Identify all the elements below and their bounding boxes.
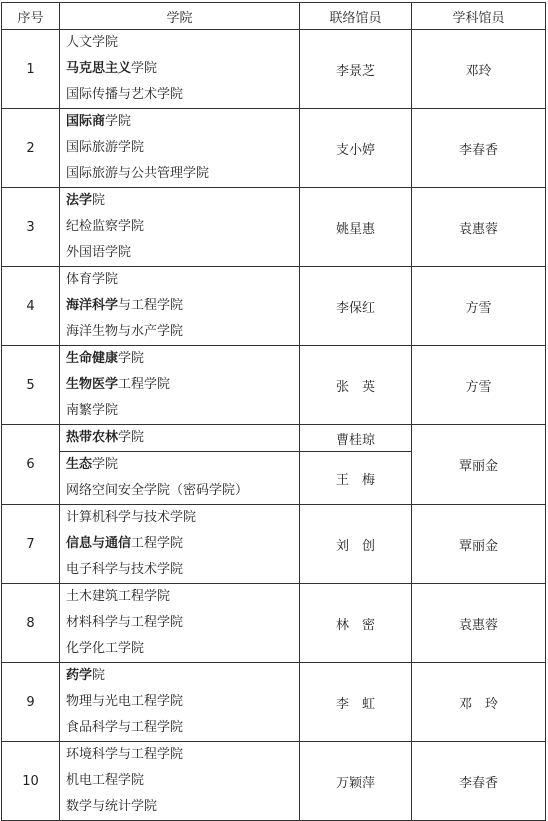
college-name [66, 452, 299, 478]
subject-librarian: 覃丽金 [412, 505, 546, 584]
college-name [66, 188, 299, 214]
liaison-librarian: 张 英 [300, 346, 412, 425]
college-name-text: 化学化工学院 [66, 641, 145, 656]
college-list [60, 188, 300, 267]
subject-librarian: 李春香 [412, 742, 546, 821]
college-name [66, 135, 299, 161]
librarian-table [1, 2, 546, 821]
table-row [2, 584, 546, 663]
liaison-librarian: 曹桂琼 [300, 425, 412, 452]
college-name-text: 海洋生物与水产学院 [66, 324, 184, 339]
college-name-text: 数学与统计学院 [66, 799, 158, 814]
college-name-emphasis: 生物医学 [66, 377, 119, 392]
college-name [66, 557, 299, 583]
college-name-text: 土木建筑工程学院 [66, 589, 171, 604]
college-name [66, 768, 299, 794]
table-row [2, 346, 546, 425]
college-list [60, 452, 300, 505]
table-row [2, 505, 546, 584]
subject-librarian: 李春香 [412, 109, 546, 188]
college-name [66, 742, 299, 768]
liaison-librarian: 李保红 [300, 267, 412, 346]
header-liaison: 联络馆员 [300, 3, 412, 30]
college-name-emphasis: 国际商 [66, 114, 106, 129]
college-list [60, 109, 300, 188]
college-name [66, 267, 299, 293]
header-subject-librarian: 学科馆员 [412, 3, 546, 30]
college-list [60, 742, 300, 821]
college-list [60, 346, 300, 425]
row-number: 1 [2, 30, 60, 109]
college-name-text: 人文学院 [66, 35, 119, 50]
college-list [60, 663, 300, 742]
college-name [66, 293, 299, 319]
college-name-text: 学院 [92, 457, 119, 472]
table-row [2, 30, 546, 109]
table-row [2, 188, 546, 267]
college-name-text: 工程学院 [131, 536, 184, 551]
college-name-text: 院 [92, 668, 106, 683]
college-name-text: 国际旅游与公共管理学院 [66, 166, 210, 181]
college-name-text: 南繁学院 [66, 403, 119, 418]
college-name-emphasis: 生命健康 [66, 351, 119, 366]
row-number: 9 [2, 663, 60, 742]
college-name [66, 30, 299, 56]
college-name-text: 物理与光电工程学院 [66, 694, 184, 709]
header-row [2, 3, 546, 30]
college-name [66, 82, 299, 108]
college-name [66, 109, 299, 135]
subject-librarian: 方雪 [412, 346, 546, 425]
liaison-librarian: 姚星惠 [300, 188, 412, 267]
college-name-text: 计算机科学与技术学院 [66, 510, 197, 525]
header-college: 学院 [60, 3, 300, 30]
college-name [66, 715, 299, 741]
college-name-emphasis: 生态 [66, 457, 93, 472]
college-name-text: 网络空间安全学院（密码学院） [66, 483, 249, 498]
row-number: 2 [2, 109, 60, 188]
college-name-text: 外国语学院 [66, 245, 132, 260]
table-row [2, 267, 546, 346]
college-name-text: 学院 [131, 61, 158, 76]
college-name [66, 240, 299, 266]
college-name [66, 610, 299, 636]
row-number: 4 [2, 267, 60, 346]
college-name-text: 体育学院 [66, 272, 119, 287]
college-name-text: 食品科学与工程学院 [66, 720, 184, 735]
college-name-text: 学院 [118, 430, 145, 445]
row-number: 3 [2, 188, 60, 267]
college-name-text: 院 [92, 193, 106, 208]
row-number: 5 [2, 346, 60, 425]
subject-librarian: 袁惠蓉 [412, 188, 546, 267]
college-name [66, 663, 299, 689]
college-name [66, 794, 299, 820]
college-name [66, 584, 299, 610]
liaison-librarian: 李 虹 [300, 663, 412, 742]
college-name [66, 425, 299, 451]
liaison-librarian: 刘 创 [300, 505, 412, 584]
college-name-text: 国际传播与艺术学院 [66, 87, 184, 102]
table-row [2, 742, 546, 821]
row-number: 6 [2, 425, 60, 505]
college-name-emphasis: 海洋科学 [66, 298, 119, 313]
college-name-emphasis: 信息与通信 [66, 536, 132, 551]
college-list [60, 584, 300, 663]
college-name [66, 398, 299, 424]
college-name-text: 工程学院 [118, 377, 171, 392]
table-row [2, 109, 546, 188]
college-list [60, 267, 300, 346]
liaison-librarian: 王 梅 [300, 452, 412, 505]
college-name [66, 372, 299, 398]
college-name [66, 214, 299, 240]
college-name [66, 346, 299, 372]
college-name-text: 机电工程学院 [66, 773, 145, 788]
row-number: 10 [2, 742, 60, 821]
college-list [60, 425, 300, 452]
liaison-librarian: 李景芝 [300, 30, 412, 109]
row-number: 8 [2, 584, 60, 663]
college-list [60, 30, 300, 109]
subject-librarian: 方雪 [412, 267, 546, 346]
subject-librarian: 邓 玲 [412, 663, 546, 742]
college-name-emphasis: 马克思主义 [66, 61, 132, 76]
liaison-librarian: 支小婷 [300, 109, 412, 188]
college-name [66, 478, 299, 504]
table-body [2, 30, 546, 821]
table-row [2, 425, 546, 452]
college-name-text: 环境科学与工程学院 [66, 747, 184, 762]
college-name-text: 材料科学与工程学院 [66, 615, 184, 630]
college-name-emphasis: 药学 [66, 668, 93, 683]
college-name-text: 电子科学与技术学院 [66, 562, 184, 577]
college-name-text: 学院 [105, 114, 132, 129]
row-number: 7 [2, 505, 60, 584]
header-no: 序号 [2, 3, 60, 30]
liaison-librarian: 林 密 [300, 584, 412, 663]
college-name [66, 689, 299, 715]
college-name-emphasis: 热带农林 [66, 430, 119, 445]
subject-librarian: 覃丽金 [412, 425, 546, 505]
liaison-librarian: 万颖萍 [300, 742, 412, 821]
college-name-text: 与工程学院 [118, 298, 184, 313]
college-name-text: 学院 [118, 351, 145, 366]
college-list [60, 505, 300, 584]
subject-librarian: 袁惠蓉 [412, 584, 546, 663]
college-name-text: 国际旅游学院 [66, 140, 145, 155]
college-name [66, 161, 299, 187]
college-name [66, 505, 299, 531]
college-name [66, 636, 299, 662]
college-name-emphasis: 法学 [66, 193, 93, 208]
college-name [66, 531, 299, 557]
college-name [66, 56, 299, 82]
subject-librarian: 邓玲 [412, 30, 546, 109]
table-row [2, 663, 546, 742]
college-name [66, 319, 299, 345]
college-name-text: 纪检监察学院 [66, 219, 145, 234]
